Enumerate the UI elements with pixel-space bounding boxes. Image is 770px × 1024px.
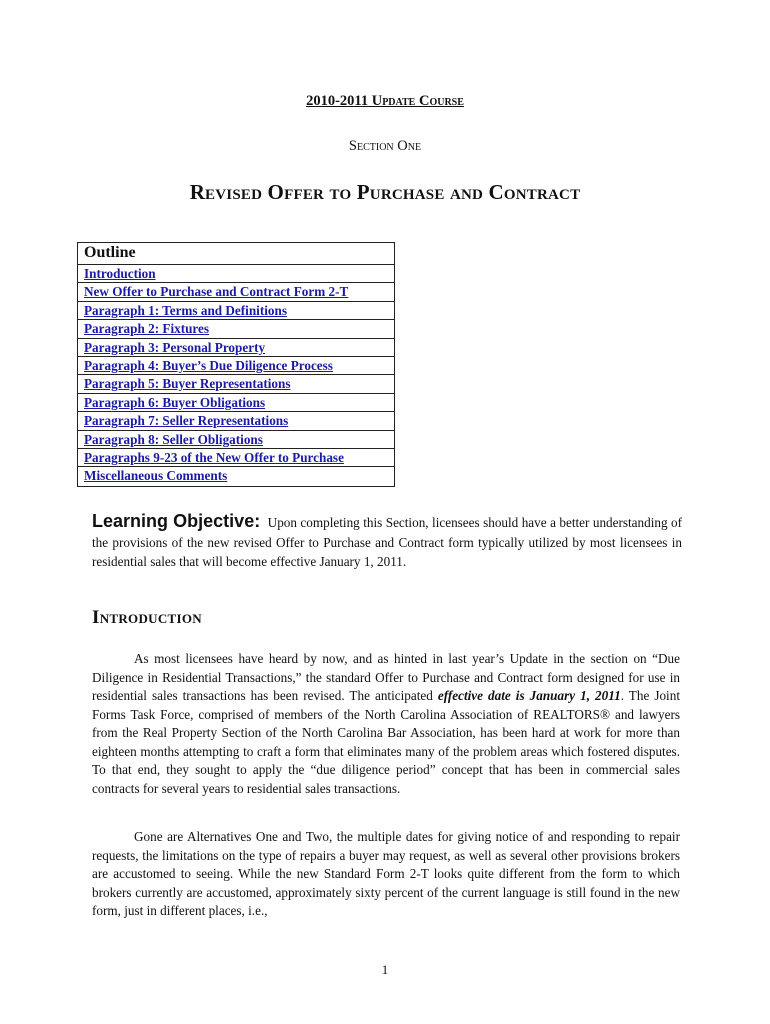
learning-objective xyxy=(92,512,682,572)
outline-row xyxy=(78,339,394,357)
effective-date-emphasis: effective date is January 1, 2011 xyxy=(437,688,621,703)
course-title: 2010-2011 Update Course xyxy=(306,93,464,109)
outline-row xyxy=(78,449,394,467)
outline-link-paragraph-3[interactable]: Paragraph 3: Personal Property xyxy=(84,339,266,355)
paragraph-text: . The Joint Forms Task Force, comprised of members of the North Carolina Association of REALTORS® and lawyers from the Real Property Section of the North Carolina Bar Association, has been hard at work for more than eighteen months attempting to craft a form that eliminates many of the problem areas which fostered disputes. To that end, they sought to apply the “due diligence period” concept that has been in commercial sales contracts for several years to residential sales transactions. xyxy=(92,688,680,796)
paragraph-text: As most licensees have heard by now, and as hinted in last year’s Update in the section on “Due Diligence in Residential Transactions,” the standard Offer to Purchase and Contract form designed for use in residential sales transactions has been revised. The anticipated xyxy=(92,651,680,703)
outline-heading: Outline xyxy=(78,243,394,265)
learning-objective-label: Learning Objective: xyxy=(92,511,261,531)
outline-link-paragraph-7[interactable]: Paragraph 7: Seller Representations xyxy=(84,413,289,429)
page-number: 1 xyxy=(381,962,389,977)
page-title: Revised Offer to Purchase and Contract xyxy=(189,180,581,204)
paragraph-text: Gone are Alternatives One and Two, the multiple dates for giving notice of and responding to repair requests, the limitations on the type of repairs a buyer may request, as well as several other provisions brokers are accustomed to seeing. While the new Standard Form 2-T looks quite different from the form to which brokers currently are accustomed, approximately sixty percent of the current language is still found in the new form, just in different places, i.e., xyxy=(92,829,680,918)
outline-row xyxy=(78,431,394,449)
learning-objective-text: Upon completing this Section, licensees should have a better understanding of the provisions of the new revised Offer to Purchase and Contract form typically utilized by most licensees in residential sales that will become effective January 1, 2011. xyxy=(92,515,683,569)
outline-link-new-offer-form[interactable]: New Offer to Purchase and Contract Form 2-T xyxy=(84,284,349,300)
outline-link-introduction[interactable]: Introduction xyxy=(84,266,156,281)
outline-link-paragraph-2[interactable]: Paragraph 2: Fixtures xyxy=(84,321,210,337)
outline-link-paragraph-5[interactable]: Paragraph 5: Buyer Representations xyxy=(84,376,291,392)
introduction-heading: Introduction xyxy=(92,607,202,628)
outline-link-paragraphs-9-23[interactable]: Paragraphs 9-23 of the New Offer to Purchase xyxy=(84,449,344,465)
outline-row xyxy=(78,394,394,412)
outline-link-paragraph-4[interactable]: Paragraph 4: Buyer’s Due Diligence Process xyxy=(84,357,333,373)
outline-row xyxy=(78,357,394,375)
outline-row xyxy=(78,375,394,393)
outline-row xyxy=(78,265,394,283)
outline-row xyxy=(78,412,394,430)
outline-table xyxy=(77,242,395,487)
introduction-paragraph-1 xyxy=(92,650,680,798)
outline-link-misc-comments[interactable]: Miscellaneous Comments xyxy=(84,468,228,484)
introduction-paragraph-2 xyxy=(92,828,680,921)
outline-link-paragraph-6[interactable]: Paragraph 6: Buyer Obligations xyxy=(84,394,266,410)
outline-row xyxy=(78,283,394,301)
outline-row xyxy=(78,467,394,485)
outline-row xyxy=(78,320,394,338)
outline-link-paragraph-8[interactable]: Paragraph 8: Seller Obligations xyxy=(84,431,263,447)
outline-link-paragraph-1[interactable]: Paragraph 1: Terms and Definitions xyxy=(84,302,287,318)
outline-row xyxy=(78,302,394,320)
section-title: Section One xyxy=(348,138,422,154)
